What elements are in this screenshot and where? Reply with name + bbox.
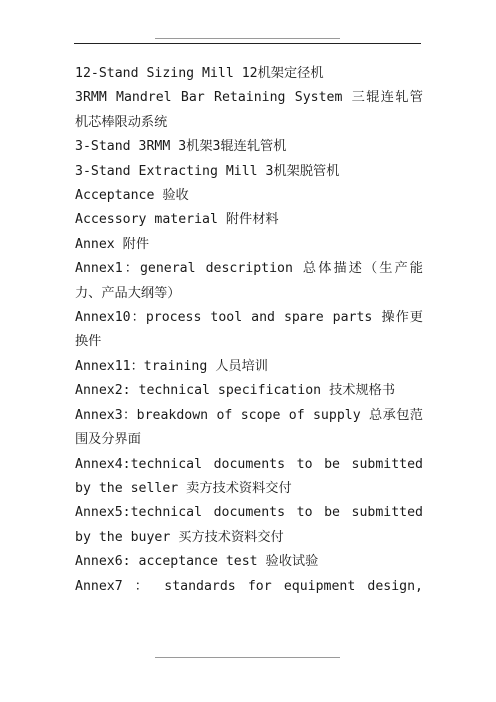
- glossary-entry: Annex5:technical documents to be submitted by the buyer 买方技术资料交付: [75, 505, 423, 545]
- header-rule: [74, 43, 421, 44]
- glossary-entry: Acceptance 验收: [75, 188, 189, 204]
- footer-line: [155, 657, 340, 658]
- glossary-entry: 3-Stand 3RMM 3机架3辊连轧管机: [75, 139, 287, 155]
- glossary-entry: Annex10：process tool and spare parts 操作更换件: [75, 310, 423, 350]
- glossary-entry: Annex 附件: [75, 236, 150, 252]
- glossary-entry: 3RMM Mandrel Bar Retaining System 三辊连轧管机芯棒限动系统: [75, 90, 423, 130]
- glossary-entry: Annex2: technical specification 技术规格书: [75, 383, 396, 399]
- glossary-content: [75, 62, 423, 599]
- glossary-entry: Accessory material 附件材料: [75, 212, 279, 228]
- glossary-entry: Annex4:technical documents to be submitted by the seller 卖方技术资料交付: [75, 456, 423, 496]
- header-line: [155, 38, 340, 39]
- glossary-entry: Annex6: acceptance test 验收试验: [75, 554, 319, 570]
- glossary-entry: 12-Stand Sizing Mill 12机架定径机: [75, 66, 324, 81]
- glossary-entry: 3-Stand Extracting Mill 3机架脱管机: [75, 163, 340, 179]
- glossary-entry: Annex3：breakdown of scope of supply 总承包范围及分界面: [75, 407, 423, 448]
- glossary-entry: Annex1：general description 总体描述（生产能力、产品大纲等）: [75, 261, 423, 301]
- glossary-entry: Annex7 ： standards for equipment design,: [75, 578, 423, 594]
- glossary-entry: Annex11：training 人员培训: [75, 358, 268, 374]
